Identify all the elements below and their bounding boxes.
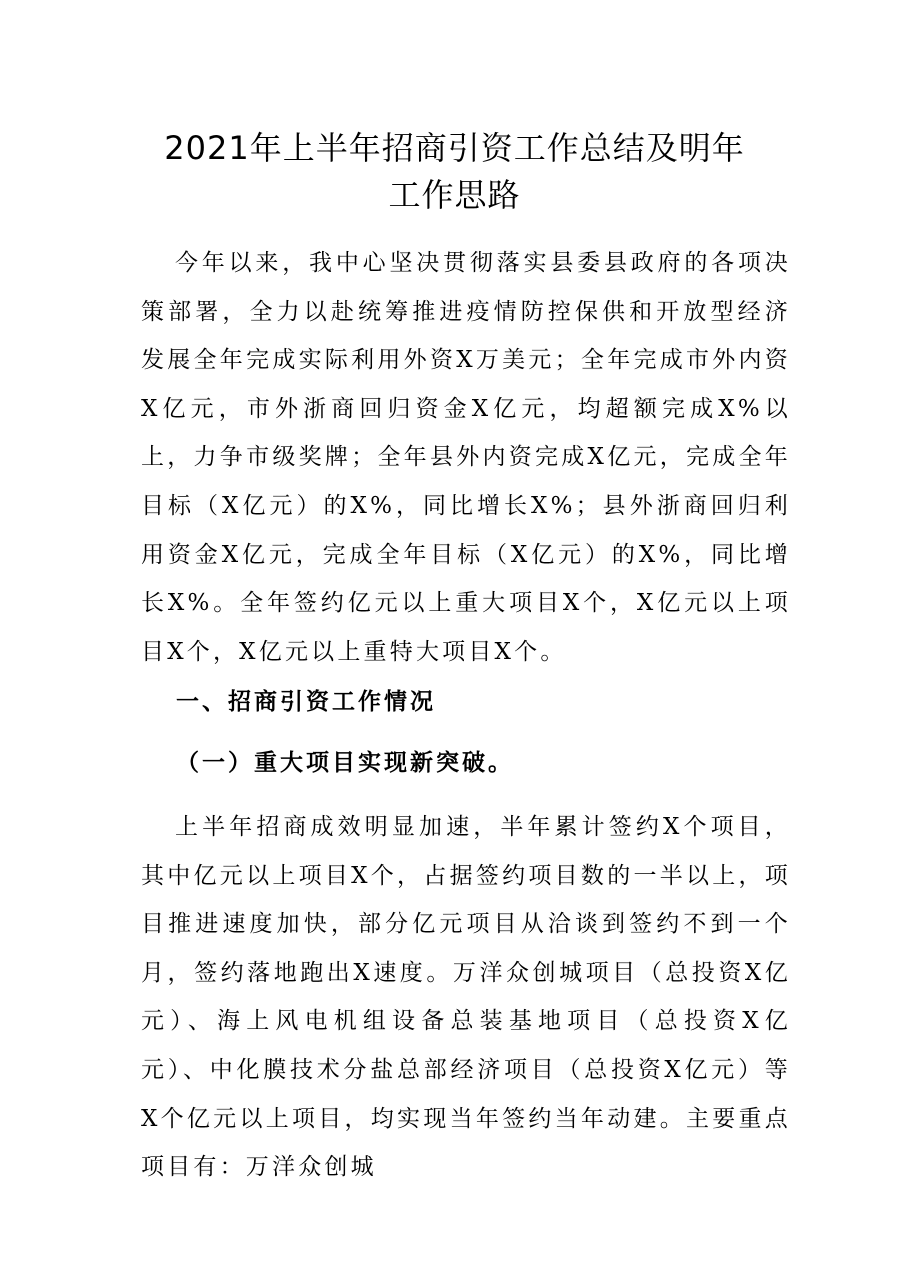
subsection-heading-major-projects: （一）重大项目实现新突破。 xyxy=(176,749,514,776)
section-heading-investment-work: 一、招商引资工作情况 xyxy=(176,688,436,715)
document-title-line-2: 工作思路 xyxy=(388,176,521,214)
major-projects-paragraph: 上半年招商成效明显加速，半年累计签约X个项目，其中亿元以上项目X个，占据签约项目数的一半以上，项目推进速度加快，部分亿元项目从洽谈到签约不到一个月，签约落地跑出X速度。万洋众创城项目（总投资X亿元）、海上风电机组设备总装基地项目（总投资X亿元）、中化膜技术分盐总部经济项目（总投资X亿元）等X个亿元以上项目，均实现当年签约当年动建。主要重点项目有：万洋众创城 xyxy=(141,814,791,1181)
document-title-line-1: 2021年上半年招商引资工作总结及明年 xyxy=(164,129,745,167)
intro-paragraph: 今年以来，我中心坚决贯彻落实县委县政府的各项决策部署，全力以赴统筹推进疫情防控保供和开放型经济发展全年完成实际利用外资X万美元；全年完成市外内资X亿元，市外浙商回归资金X亿元，均超额完成X%以上，力争市级奖牌；全年县外内资完成X亿元，完成全年目标（X亿元）的X%，同比增长X%；县外浙商回归利用资金X亿元，完成全年目标（X亿元）的X%，同比增长X%。全年签约亿元以上重大项目X个，X亿元以上项目X个，X亿元以上重特大项目X个。 xyxy=(141,250,791,665)
